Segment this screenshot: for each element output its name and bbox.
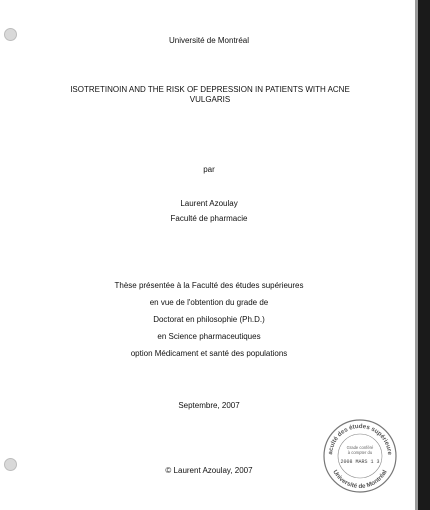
stamp-line-1: Grade conféré: [346, 445, 374, 450]
stamp-date: 2008 MARS 1 3: [340, 459, 380, 465]
submission-line-5: option Médicament et santé des populations: [130, 349, 288, 358]
stamp-bottom-arc-text: Université de Montréal: [331, 468, 389, 491]
approval-stamp: [322, 418, 398, 494]
submission-line-3: Doctorat en philosophie (Ph.D.): [153, 315, 265, 324]
thesis-title: ISOTRETINOIN AND THE RISK OF DEPRESSION IN PATIENTS WITH ACNE VULGARIS: [70, 85, 350, 104]
by-label: par: [203, 165, 215, 174]
submission-date: Septembre, 2007: [178, 401, 240, 410]
university-name: Université de Montréal: [168, 36, 250, 45]
page-edge: [418, 0, 430, 510]
submission-line-2: en vue de l'obtention du grade de: [149, 298, 269, 307]
svg-text:Université de Montréal: [331, 469, 388, 490]
submission-line-1: Thèse présentée à la Faculté des études supérieures: [114, 281, 304, 290]
stamp-line-2: à compter du: [347, 450, 373, 455]
author-name: Laurent Azoulay: [180, 199, 238, 208]
stamp-top-arc-text: aculté des études supérieure: [327, 422, 394, 456]
faculty-name: Faculté de pharmacie: [170, 214, 248, 223]
submission-line-4: en Science pharmaceutiques: [157, 332, 261, 341]
copyright-notice: © Laurent Azoulay, 2007: [165, 466, 253, 475]
